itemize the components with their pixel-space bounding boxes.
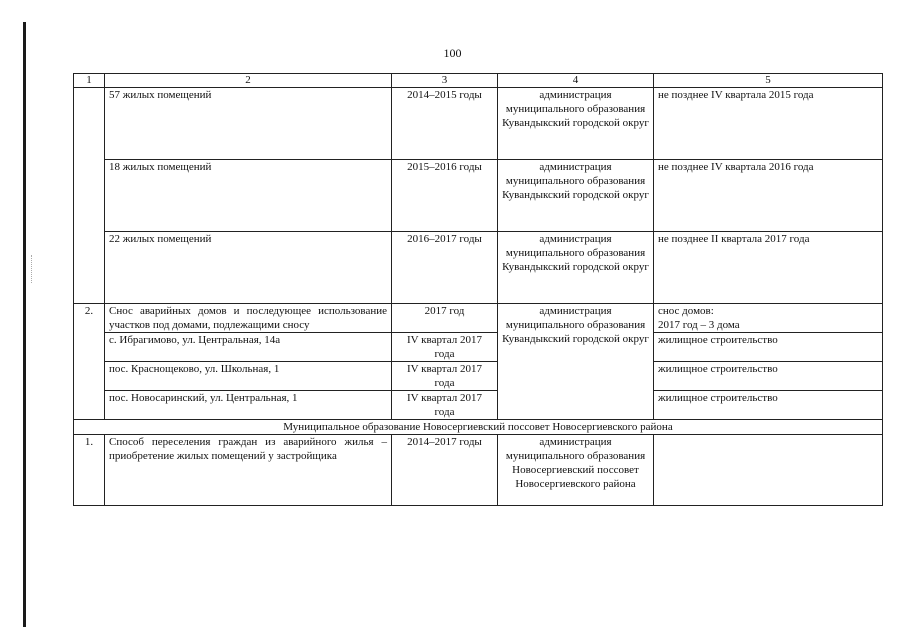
deadline-cell: не позднее II квартала 2017 года [654,232,883,304]
section-title: Муниципальное образование Новосергиевский поссовет Новосергиевского района [74,420,883,435]
header-col-3: 3 [392,74,498,88]
table-row [74,304,883,333]
deadline-cell: не позднее IV квартала 2015 года [654,88,883,160]
period-cell: 2017 год [392,304,498,333]
table-row [74,88,883,160]
program-table [73,73,883,506]
section-row [74,420,883,435]
responsible-cell: администрация муниципального образования Кувандыкский городской округ [498,88,654,160]
use-cell: жилищное строительство [654,333,883,362]
responsible-cell: администрация муниципального образования Кувандыкский городской округ [498,232,654,304]
period-cell: IV квартал 2017 года [392,362,498,391]
scan-edge-bar [23,22,26,627]
responsible-cell: администрация муниципального образования Новосергиевский поссовет Новосергиевского района [498,435,654,506]
period-cell: IV квартал 2017 года [392,391,498,420]
item-number: 2. [74,304,105,420]
address-cell: пос. Краснощеково, ул. Школьная, 1 [105,362,392,391]
deadline-line: 2017 год – 3 дома [658,319,740,331]
row-number-cell [74,88,105,304]
period-cell: 2014–2017 годы [392,435,498,506]
header-col-2: 2 [105,74,392,88]
address-cell: пос. Новосаринский, ул. Центральная, 1 [105,391,392,420]
use-cell: жилищное строительство [654,362,883,391]
responsible-cell: администрация муниципального образования Кувандыкский городской округ [498,160,654,232]
responsible-cell: администрация муниципального образования Кувандыкский городской округ [498,304,654,420]
table-header-row [74,74,883,88]
header-col-4: 4 [498,74,654,88]
table-row [74,362,883,391]
object-cell: 22 жилых помещений [105,232,392,304]
header-col-1: 1 [74,74,105,88]
deadline-cell [654,435,883,506]
deadline-cell: не позднее IV квартала 2016 года [654,160,883,232]
item-number: 1. [74,435,105,506]
header-col-5: 5 [654,74,883,88]
table-row [74,333,883,362]
address-cell: с. Ибрагимово, ул. Центральная, 14а [105,333,392,362]
table-row [74,435,883,506]
use-cell: жилищное строительство [654,391,883,420]
table-row [74,232,883,304]
period-cell: 2016–2017 годы [392,232,498,304]
table-row [74,391,883,420]
item-text: Способ переселения граждан из аварийного жилья – приобретение жилых помещений у застройщика [105,435,392,506]
period-cell: 2015–2016 годы [392,160,498,232]
item-title: Снос аварийных домов и последующее использование участков под домами, подлежащими сносу [105,304,392,333]
deadline-line: снос домов: [658,305,714,317]
deadline-cell [654,304,883,333]
table-row [74,160,883,232]
page-number: 100 [443,46,462,60]
scan-edge-marks [31,255,33,283]
period-cell: IV квартал 2017 года [392,333,498,362]
object-cell: 18 жилых помещений [105,160,392,232]
object-cell: 57 жилых помещений [105,88,392,160]
period-cell: 2014–2015 годы [392,88,498,160]
